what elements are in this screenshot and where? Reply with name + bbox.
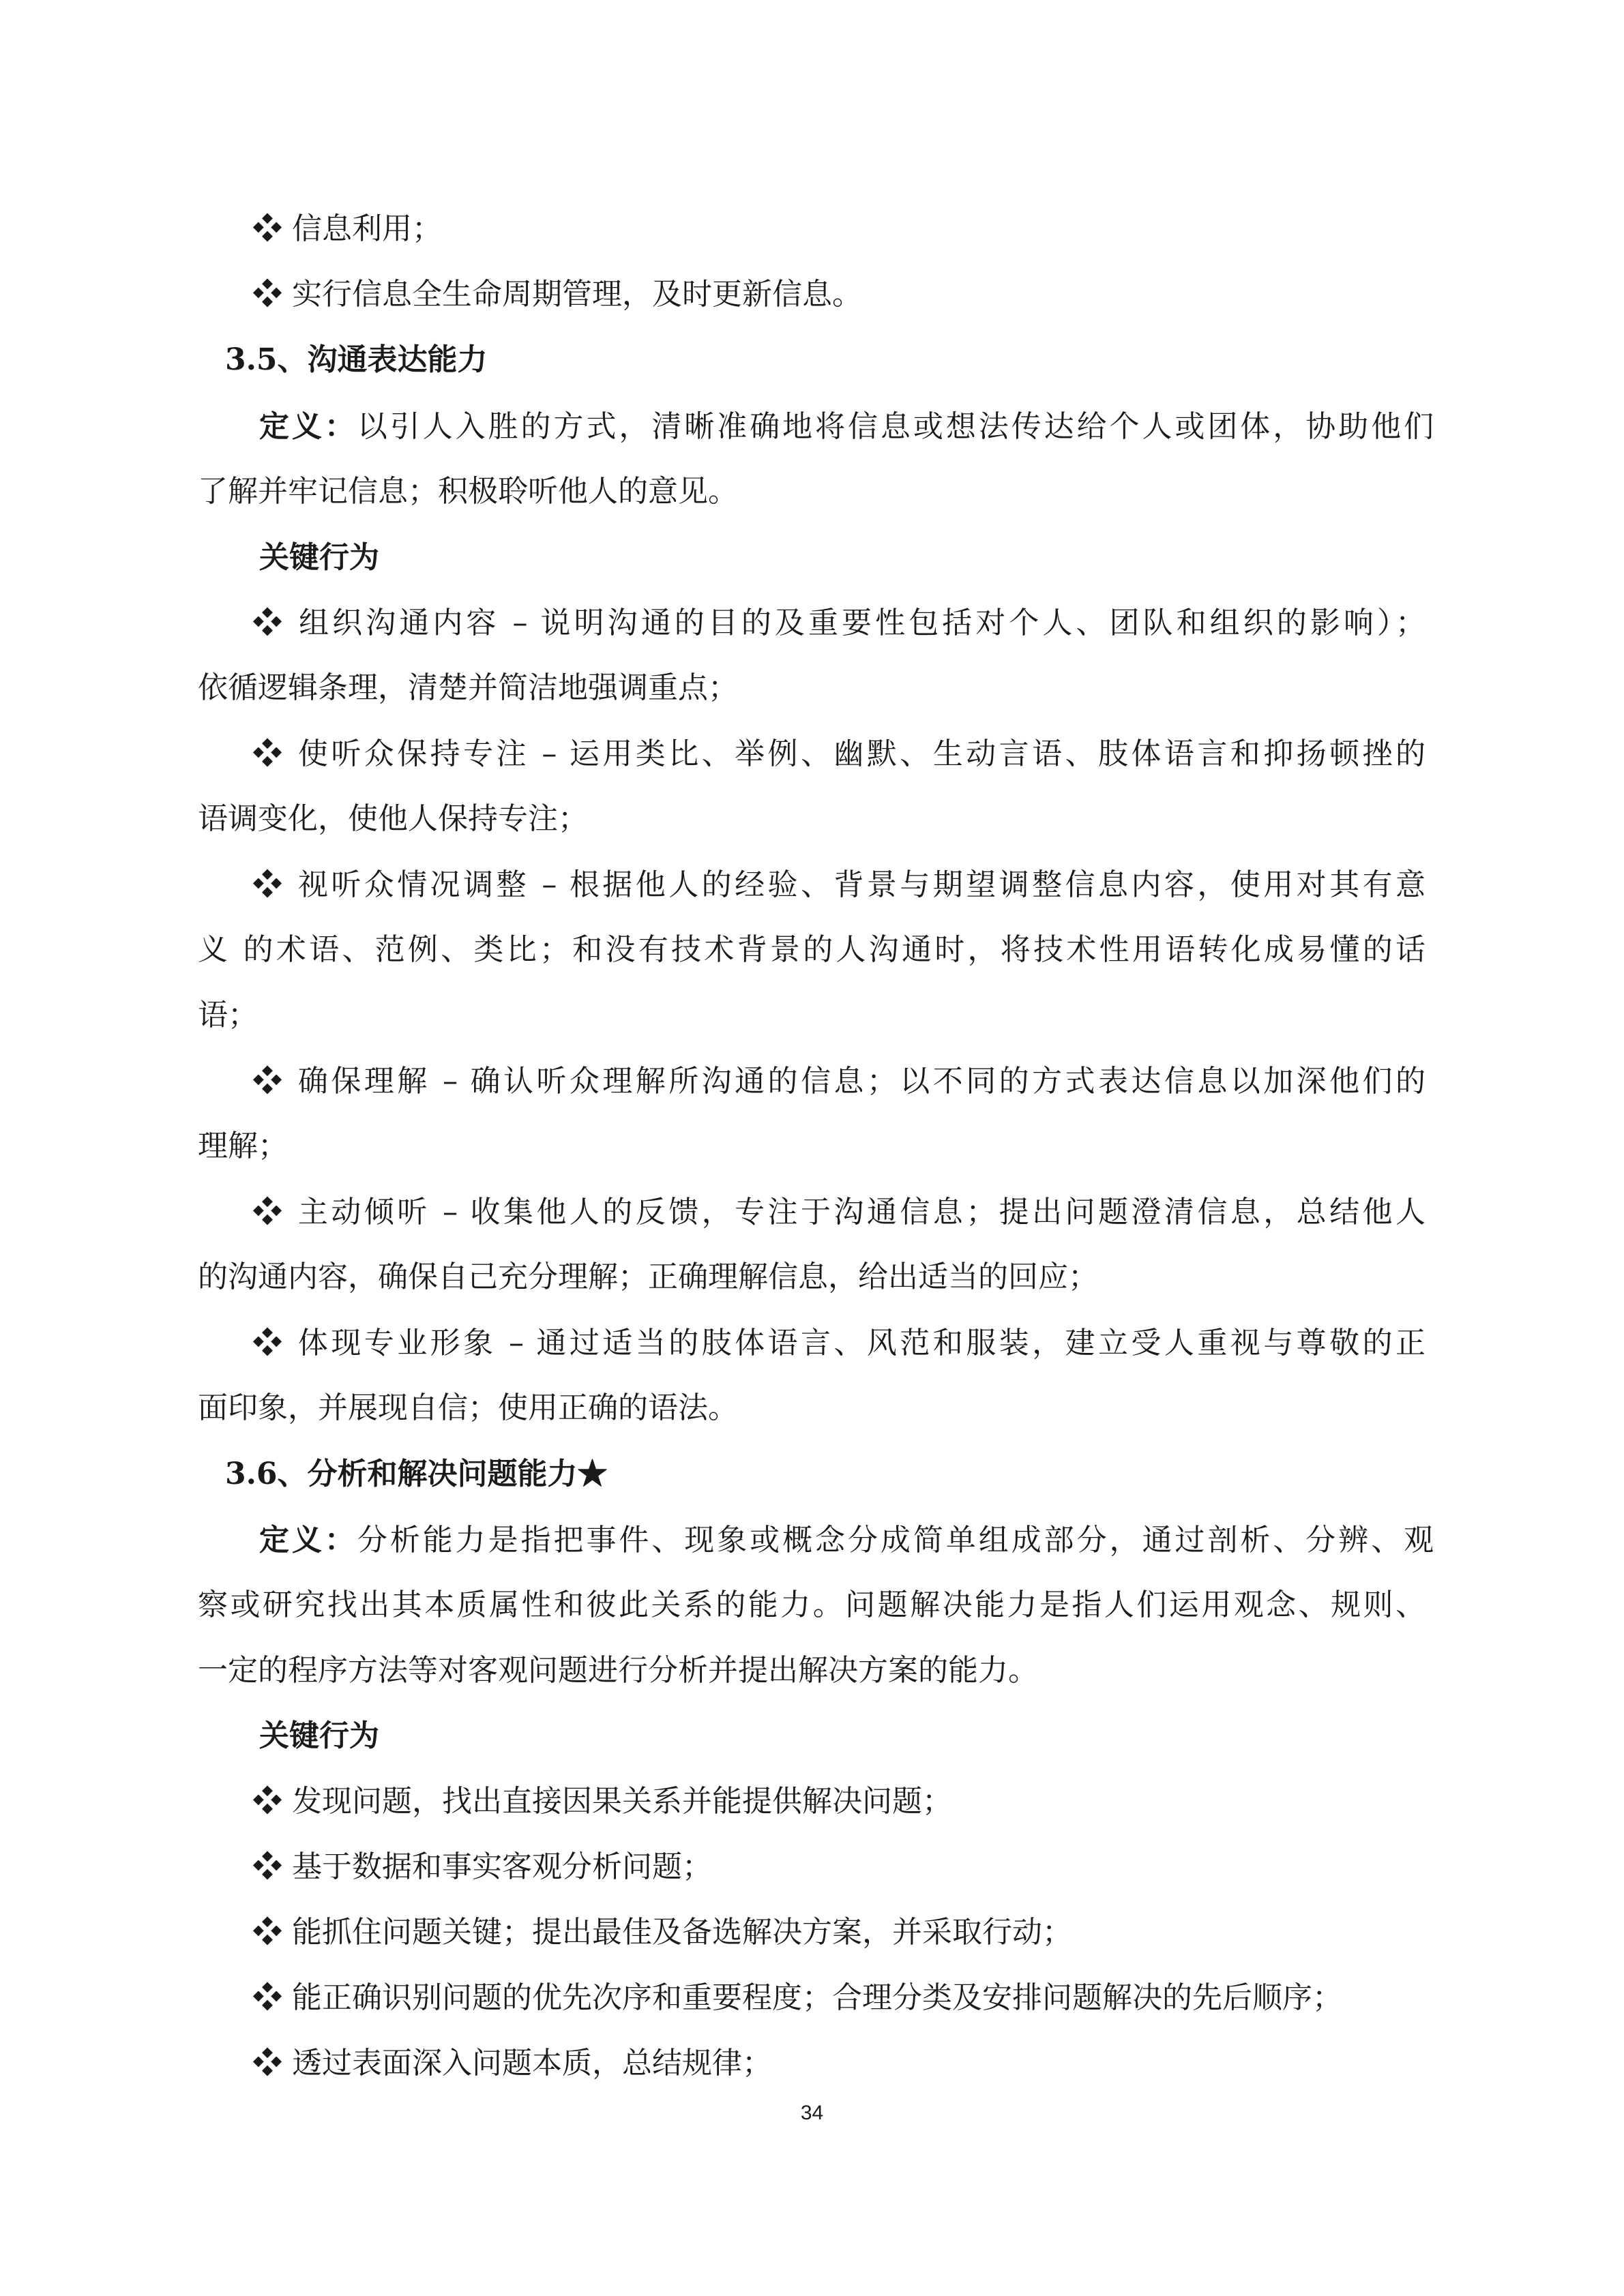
- bullet-adjust-line-1: ❖ 视听众情况调整 – 根据他人的经验、背景与期望调整信息内容，使用对其有意: [252, 867, 1426, 902]
- definition-3-6-line-2: 察或研究找出其本质属性和彼此关系的能力。问题解决能力是指人们运用观念、规则、: [198, 1587, 1426, 1622]
- definition-3-6-line-3: 一定的程序方法等对客观问题进行分析并提出解决方案的能力。: [198, 1653, 1038, 1688]
- bullet-ensure-line-2: 理解；: [198, 1129, 288, 1163]
- section-heading-3-6: 3.6、分析和解决问题能力★: [225, 1457, 608, 1491]
- key-behaviors-heading-3-6: 关键行为: [259, 1718, 379, 1753]
- definition-text: 分析能力是指把事件、现象或概念分成简单组成部分，通过剖析、分辨、观: [357, 1523, 1434, 1557]
- bullet-lifecycle: ❖ 实行信息全生命周期管理，及时更新信息。: [252, 277, 862, 312]
- section-heading-3-5: 3.5、沟通表达能力: [225, 342, 488, 377]
- bullet-image-line-2: 面印象，并展现自信；使用正确的语法。: [198, 1390, 738, 1425]
- definition-3-5-line-1: [259, 408, 1434, 446]
- bullet-focus-line-2: 语调变化，使他人保持专注；: [198, 801, 588, 836]
- definition-3-6-line-1: [259, 1521, 1434, 1560]
- bullet-adjust-line-2: 义 的术语、范例、类比；和没有技术背景的人沟通时，将技术性用语转化成易懂的话: [198, 932, 1426, 967]
- definition-3-5-line-2: 了解并牢记信息；积极聆听他人的意见。: [198, 474, 738, 509]
- bullet-priority: ❖ 能正确识别问题的优先次序和重要程度；合理分类及安排问题解决的先后顺序；: [252, 1980, 1342, 2015]
- bullet-listen-line-1: ❖ 主动倾听 – 收集他人的反馈，专注于沟通信息；提出问题澄清信息，总结他人: [252, 1195, 1426, 1229]
- page-number: 34: [800, 2102, 824, 2124]
- bullet-image-line-1: ❖ 体现专业形象 – 通过适当的肢体语言、风范和服装，建立受人重视与尊敬的正: [252, 1326, 1426, 1360]
- bullet-info-use: ❖ 信息利用；: [252, 211, 442, 246]
- definition-text: 以引人入胜的方式，清晰准确地将信息或想法传达给个人或团体，协助他们: [357, 409, 1434, 444]
- bullet-listen-line-2: 的沟通内容，确保自己充分理解；正确理解信息，给出适当的回应；: [198, 1259, 1098, 1294]
- definition-label: 定义：: [259, 1523, 357, 1557]
- key-behaviors-heading-3-5: 关键行为: [259, 540, 379, 575]
- bullet-find-problem: ❖ 发现问题，找出直接因果关系并能提供解决问题；: [252, 1784, 952, 1819]
- bullet-adjust-line-3: 语；: [198, 998, 258, 1032]
- bullet-data-analysis: ❖ 基于数据和事实客观分析问题；: [252, 1849, 712, 1884]
- definition-label: 定义：: [259, 409, 357, 444]
- bullet-key-points: ❖ 能抓住问题关键；提出最佳及备选解决方案，并采取行动；: [252, 1915, 1072, 1950]
- bullet-ensure-line-1: ❖ 确保理解 – 确认听众理解所沟通的信息；以不同的方式表达信息以加深他们的: [252, 1064, 1426, 1099]
- bullet-organize-line-2: 依循逻辑条理，清楚并简洁地强调重点；: [198, 670, 738, 705]
- bullet-focus-line-1: ❖ 使听众保持专注 – 运用类比、举例、幽默、生动言语、肢体语言和抑扬顿挫的: [252, 736, 1426, 771]
- bullet-essence: ❖ 透过表面深入问题本质，总结规律；: [252, 2046, 772, 2081]
- bullet-organize-line-1: ❖ 组织沟通内容 – 说明沟通的目的及重要性包括对个人、团队和组织的影响）；: [252, 606, 1426, 640]
